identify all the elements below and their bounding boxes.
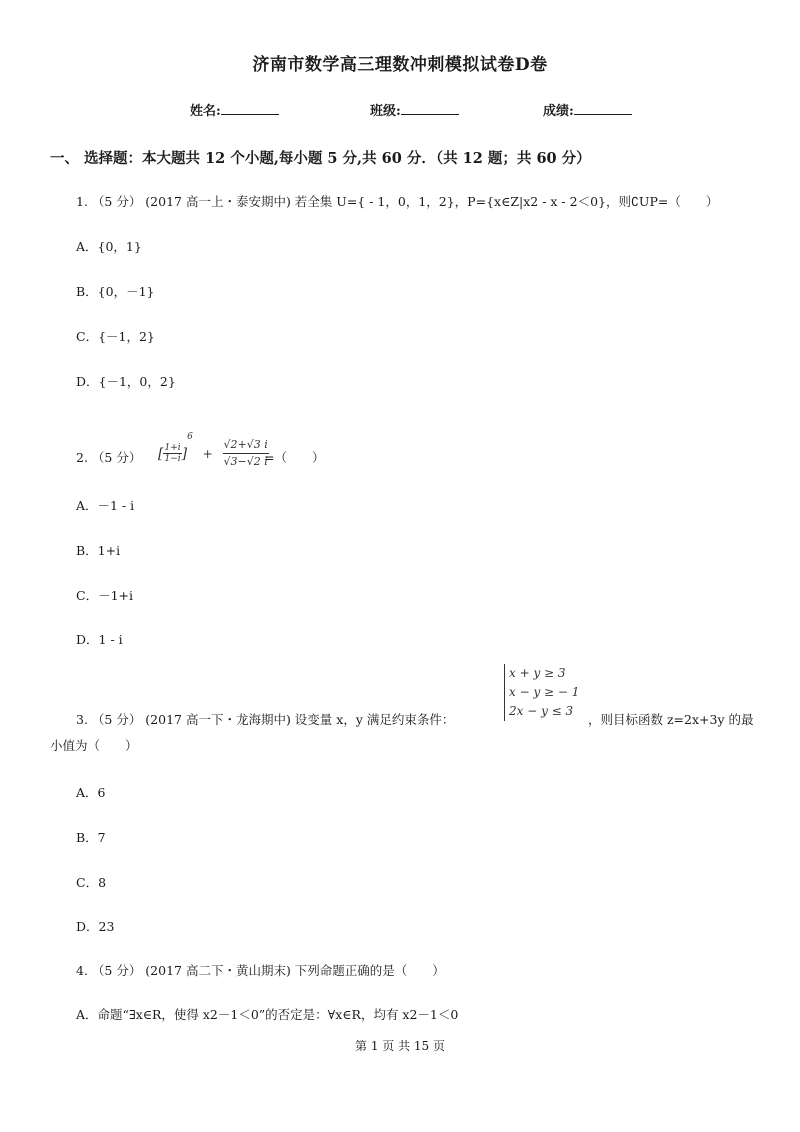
question-2-formula: [ $\frac{1+i}{1-i}$ ]$^6$ + $\frac{√2+√3 i}{√3-√2 i}$ bbox=[158, 432, 268, 468]
constraint-1: x + y ≥ 3 bbox=[509, 666, 566, 680]
question-2-option-a: A．－1 - i bbox=[76, 498, 135, 513]
formula-power: 6 bbox=[187, 432, 193, 442]
question-3-option-d: D．23 bbox=[76, 919, 115, 934]
score-blank bbox=[574, 102, 632, 115]
question-1-option-a: A．{0，1} bbox=[76, 239, 142, 254]
page-footer: 第 1 页 共 15 页 bbox=[355, 1039, 445, 1053]
question-2-option-c: C．－1+i bbox=[76, 588, 133, 603]
score-label: 成绩: bbox=[543, 104, 574, 119]
name-field bbox=[190, 100, 279, 119]
question-4-option-a: A．命题“∃x∈R，使得 x2－1＜0”的否定是：∀x∈R，均有 x2－1＜0 bbox=[76, 1007, 459, 1022]
question-4-stem: 4. （5 分） (2017 高二下・黄山期末) 下列命题正确的是（ ） bbox=[76, 963, 445, 978]
question-1-option-c: C．{－1，2} bbox=[76, 329, 155, 344]
class-blank bbox=[401, 102, 459, 115]
question-2-prefix: 2. （5 分） bbox=[76, 450, 142, 465]
question-3-prefix: 3. （5 分） (2017 高一下・龙海期中) 设变量 x，y 满足约束条件： bbox=[76, 712, 455, 727]
score-field bbox=[543, 100, 632, 119]
name-label: 姓名: bbox=[190, 104, 221, 119]
formula-plus: + bbox=[202, 446, 213, 461]
formula-fraction-1: $\frac{1+i}{1-i}$ bbox=[164, 443, 181, 464]
constraint-2: x − y ≥ − 1 bbox=[509, 685, 580, 699]
formula-fraction-2: $\frac{√2+√3 i}{√3-√2 i}$ bbox=[223, 438, 268, 468]
page-title: 济南市数学高三理数冲刺模拟试卷D卷 bbox=[252, 55, 548, 75]
constraint-3: 2x − y ≤ 3 bbox=[509, 704, 574, 718]
name-blank bbox=[221, 102, 279, 115]
question-3-stem-line2: 小值为（ ） bbox=[50, 738, 138, 753]
question-3-suffix: ，则目标函数 z=2x+3y 的最 bbox=[588, 712, 754, 727]
question-1-option-d: D．{－1，0，2} bbox=[76, 374, 176, 389]
question-3-option-c: C．8 bbox=[76, 875, 107, 890]
section-heading: 一、 选择题：本大题共 12 个小题,每小题 5 分,共 60 分．（共 12 题；共 60 分） bbox=[50, 150, 591, 167]
question-2-suffix: =（ ） bbox=[264, 450, 325, 465]
question-3-option-a: A．6 bbox=[76, 785, 106, 800]
question-2-option-b: B．1+i bbox=[76, 543, 121, 558]
question-1-stem: 1. （5 分） (2017 高一上・泰安期中) 若全集 U={ - 1，0，1，2}，P={x∈Z|x2 - x - 2＜0}，则∁UP=（ ） bbox=[76, 194, 719, 209]
question-3-option-b: B．7 bbox=[76, 830, 106, 845]
class-label: 班级: bbox=[370, 104, 401, 119]
question-3-constraints bbox=[504, 664, 579, 721]
question-2-option-d: D．1 - i bbox=[76, 632, 123, 647]
class-field bbox=[370, 100, 459, 119]
question-1-option-b: B．{0，－1} bbox=[76, 284, 155, 299]
